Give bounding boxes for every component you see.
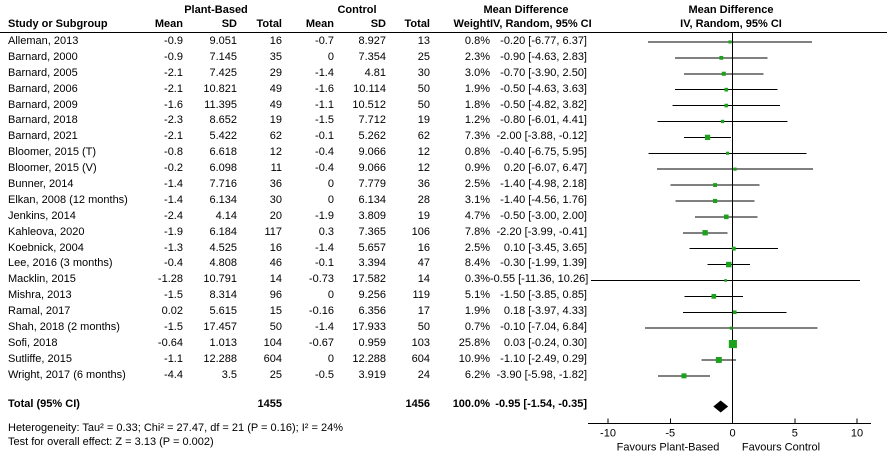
study-name: Barnard, 2018 <box>8 114 78 127</box>
pb-sd: 7.425 <box>209 66 237 79</box>
effect-marker <box>705 135 710 140</box>
c-sd: 12.288 <box>352 352 386 365</box>
pb-mean: -0.8 <box>164 146 183 159</box>
pb-total: 35 <box>269 50 282 63</box>
pb-mean: -1.4 <box>164 193 183 206</box>
c-mean: -0.4 <box>315 146 334 159</box>
effect-marker <box>681 373 686 378</box>
col-header-c-mean: Mean <box>305 18 334 30</box>
weight: 2.5% <box>464 241 490 254</box>
pb-total: 117 <box>264 225 282 238</box>
pb-mean: -2.4 <box>164 209 183 222</box>
c-total: 28 <box>417 193 430 206</box>
c-sd: 5.657 <box>358 241 386 254</box>
study-name: Alleman, 2013 <box>8 35 79 47</box>
c-sd: 5.262 <box>358 130 386 143</box>
pb-total: 15 <box>269 305 282 318</box>
weight: 0.8% <box>464 35 490 47</box>
pb-sd: 6.618 <box>209 146 237 159</box>
c-total: 47 <box>417 257 430 270</box>
pb-sd: 10.821 <box>203 82 237 95</box>
weight: 5.1% <box>464 289 490 302</box>
pb-total: 104 <box>263 336 282 349</box>
col-header-weight: Weight <box>453 18 490 30</box>
pb-sd: 7.145 <box>209 50 237 63</box>
c-sd: 17.582 <box>352 273 386 286</box>
pb-mean: -2.1 <box>164 66 183 79</box>
total-label: Total (95% CI) <box>8 398 80 410</box>
group-header-plant-based: Plant-Based <box>184 4 248 16</box>
c-total: 17 <box>417 305 430 318</box>
weight: 0.7% <box>464 321 490 334</box>
effect-marker <box>726 152 729 155</box>
c-sd: 6.134 <box>358 193 386 206</box>
c-mean: 0 <box>327 50 334 63</box>
pb-sd: 4.525 <box>209 241 237 254</box>
c-sd: 3.394 <box>358 257 386 270</box>
ci-text: -1.40 [-4.56, 1.76] <box>500 193 587 206</box>
pb-total: 11 <box>270 162 282 175</box>
pb-total: 96 <box>269 289 282 302</box>
pb-mean: -1.9 <box>164 225 183 238</box>
pb-sd: 17.457 <box>203 321 237 334</box>
axis-tick-label: 5 <box>791 427 798 440</box>
study-name: Macklin, 2015 <box>8 273 76 286</box>
study-name: Elkan, 2008 (12 months) <box>8 193 128 206</box>
pb-mean: -0.9 <box>164 50 183 63</box>
c-mean: -0.5 <box>315 368 334 381</box>
axis-tick-label: 0 <box>729 427 736 440</box>
pb-mean: -0.64 <box>157 336 183 349</box>
c-sd: 9.256 <box>358 289 386 302</box>
pb-sd: 8.314 <box>209 289 237 302</box>
pb-mean: -1.4 <box>164 178 183 191</box>
weight: 4.7% <box>464 209 490 222</box>
pb-total: 12 <box>269 146 282 159</box>
c-mean: 0 <box>327 193 334 206</box>
c-mean: -1.4 <box>315 321 334 334</box>
weight: 2.3% <box>464 50 490 63</box>
pb-sd: 5.422 <box>209 130 237 143</box>
c-sd: 7.365 <box>358 225 386 238</box>
c-mean: -1.1 <box>315 98 334 111</box>
study-name: Bloomer, 2015 (T) <box>8 146 97 159</box>
study-name: Wright, 2017 (6 months) <box>8 368 126 381</box>
c-mean: -0.1 <box>315 257 334 270</box>
axis-label-favours-left: Favours Plant-Based <box>616 441 720 454</box>
pb-mean: -2.1 <box>164 130 183 143</box>
pb-sd: 6.184 <box>209 225 237 238</box>
effect-marker <box>702 230 707 235</box>
pb-total: 604 <box>263 352 282 365</box>
c-total: 24 <box>417 368 430 381</box>
pb-mean: -2.1 <box>164 82 183 95</box>
pb-sd: 6.098 <box>209 162 237 175</box>
c-mean: -1.9 <box>315 209 334 222</box>
c-total: 16 <box>417 241 430 254</box>
c-sd: 0.959 <box>358 336 386 349</box>
weight: 0.3% <box>464 273 490 286</box>
pb-mean: -1.3 <box>164 241 183 254</box>
total-ci-text: -0.95 [-1.54, -0.35] <box>495 398 587 410</box>
pb-sd: 8.652 <box>209 114 237 127</box>
effect-marker <box>719 56 723 60</box>
pb-mean: -4.4 <box>164 368 183 381</box>
effect-marker <box>733 168 736 171</box>
ci-text: -0.90 [-4.63, 2.83] <box>500 50 587 63</box>
c-total: 62 <box>417 130 430 143</box>
weight: 25.8% <box>458 336 490 349</box>
study-name: Jenkins, 2014 <box>8 209 76 222</box>
c-mean: -1.4 <box>315 241 334 254</box>
study-name: Sutliffe, 2015 <box>8 352 73 365</box>
effect-marker <box>729 340 737 348</box>
pb-total: 50 <box>269 321 282 334</box>
c-total: 119 <box>412 289 430 302</box>
effect-marker <box>728 40 731 43</box>
c-sd: 8.927 <box>358 35 386 47</box>
ci-text: -0.80 [-6.01, 4.41] <box>500 114 587 127</box>
col-header-pb-total: Total <box>256 18 282 30</box>
effect-marker <box>722 72 726 76</box>
ci-text: -1.50 [-3.85, 0.85] <box>500 289 587 302</box>
c-total: 50 <box>417 82 430 95</box>
c-total: 604 <box>411 352 430 365</box>
c-mean: -0.73 <box>308 273 334 286</box>
axis-label-favours-right: Favours Control <box>741 441 821 454</box>
effect-marker <box>716 357 722 363</box>
c-mean: -0.4 <box>315 162 334 175</box>
effect-marker <box>711 294 716 299</box>
col-header-c-sd: SD <box>370 18 386 30</box>
c-mean: -0.16 <box>308 305 334 318</box>
c-sd: 3.809 <box>358 209 386 222</box>
weight: 0.9% <box>464 162 490 175</box>
c-sd: 3.919 <box>358 368 386 381</box>
ci-text: -0.20 [-6.77, 6.37] <box>500 35 587 47</box>
pb-total: 16 <box>269 35 282 47</box>
c-total: 50 <box>417 321 430 334</box>
effect-marker <box>732 247 736 251</box>
ci-text: -0.50 [-4.63, 3.63] <box>500 82 587 95</box>
col-header-study: Study or Subgroup <box>8 18 108 30</box>
pb-mean: -2.3 <box>164 114 183 127</box>
weight: 6.2% <box>464 368 490 381</box>
study-name: Barnard, 2009 <box>8 98 78 111</box>
c-mean: 0 <box>327 289 334 302</box>
pb-mean: -1.6 <box>164 98 183 111</box>
study-name: Barnard, 2006 <box>8 82 78 95</box>
pb-mean: -1.1 <box>164 352 183 365</box>
pb-total: 62 <box>269 130 282 143</box>
ci-text: -1.40 [-4.98, 2.18] <box>500 178 587 191</box>
axis-tick-label: -10 <box>600 427 616 440</box>
pb-total: 16 <box>269 241 282 254</box>
pb-total: 14 <box>269 273 282 286</box>
study-name: Lee, 2016 (3 months) <box>8 257 113 270</box>
study-name: Shah, 2018 (2 months) <box>8 321 120 334</box>
pb-mean: -1.28 <box>157 273 183 286</box>
study-name: Koebnick, 2004 <box>8 241 84 254</box>
c-total: 12 <box>417 162 430 175</box>
pb-total: 49 <box>269 82 282 95</box>
ci-text: -3.90 [-5.98, -1.82] <box>496 368 587 381</box>
c-sd: 9.066 <box>358 146 386 159</box>
c-mean: -1.4 <box>315 66 334 79</box>
col-header-pb-mean: Mean <box>154 18 183 30</box>
c-sd: 9.066 <box>358 162 386 175</box>
total-c-n: 1456 <box>405 398 430 410</box>
effect-marker <box>721 120 724 123</box>
study-name: Barnard, 2005 <box>8 66 78 79</box>
ci-text: -0.50 [-3.00, 2.00] <box>500 209 587 222</box>
pb-total: 36 <box>269 178 282 191</box>
total-weight: 100.0% <box>452 398 490 410</box>
study-name: Ramal, 2017 <box>8 305 71 318</box>
pb-total: 30 <box>269 193 282 206</box>
pb-total: 49 <box>269 98 282 111</box>
c-mean: 0.3 <box>318 225 334 238</box>
c-total: 103 <box>411 336 430 349</box>
c-total: 36 <box>417 178 430 191</box>
pb-total: 19 <box>269 114 282 127</box>
weight: 7.8% <box>464 225 490 238</box>
pb-sd: 12.288 <box>203 352 237 365</box>
col-header-c-total: Total <box>404 18 430 30</box>
c-mean: -1.6 <box>315 82 334 95</box>
pb-mean: -0.2 <box>164 162 183 175</box>
weight: 2.5% <box>464 178 490 191</box>
pb-mean: -0.4 <box>164 257 183 270</box>
effect-marker <box>724 279 727 282</box>
effect-marker <box>724 104 728 108</box>
overall-effect-note: Test for overall effect: Z = 3.13 (P = 0.002) <box>8 436 214 448</box>
effect-header-plot-column: Mean Difference <box>688 4 774 16</box>
study-name: Sofi, 2018 <box>8 336 58 349</box>
pb-sd: 3.5 <box>221 368 237 381</box>
total-pb-n: 1455 <box>257 398 282 410</box>
study-name: Barnard, 2021 <box>8 130 78 143</box>
ci-text: 0.10 [-3.45, 3.65] <box>503 241 587 254</box>
c-sd: 10.114 <box>353 82 386 95</box>
col-header-ci-method: IV, Random, 95% CI <box>490 18 592 30</box>
col-header-pb-sd: SD <box>221 18 237 30</box>
ci-text: -2.20 [-3.99, -0.41] <box>496 225 587 238</box>
c-sd: 7.354 <box>358 50 386 63</box>
c-mean: 0 <box>327 178 334 191</box>
ci-text: 0.03 [-0.24, 0.30] <box>503 336 587 349</box>
weight: 3.1% <box>464 193 490 206</box>
pb-mean: 0.02 <box>161 305 183 318</box>
pb-total: 29 <box>269 66 282 79</box>
pb-mean: -1.5 <box>164 321 183 334</box>
weight: 1.9% <box>464 82 490 95</box>
study-name: Mishra, 2013 <box>8 289 72 302</box>
group-header-control: Control <box>337 4 377 16</box>
ci-text: -0.50 [-4.82, 3.82] <box>500 98 587 111</box>
ci-text: -0.55 [-11.36, 10.26] <box>490 273 589 286</box>
pb-sd: 11.395 <box>204 98 237 111</box>
axis-tick-label: 10 <box>850 427 864 440</box>
effect-marker <box>726 262 731 267</box>
effect-marker <box>713 199 717 203</box>
study-name: Bunner, 2014 <box>8 178 74 191</box>
effect-marker <box>713 183 717 187</box>
pb-total: 25 <box>269 368 282 381</box>
c-total: 13 <box>417 35 430 47</box>
ci-text: -0.10 [-7.04, 6.84] <box>500 321 587 334</box>
c-mean: -0.67 <box>308 336 334 349</box>
ci-text: -1.10 [-2.49, 0.29] <box>500 352 587 365</box>
c-total: 30 <box>417 66 430 79</box>
c-total: 106 <box>411 225 430 238</box>
pb-sd: 7.716 <box>209 178 237 191</box>
ci-text: 0.18 [-3.97, 4.33] <box>503 305 587 318</box>
effect-marker <box>733 310 737 314</box>
pb-sd: 9.051 <box>209 35 237 47</box>
method-header-plot-column: IV, Random, 95% CI <box>680 18 782 30</box>
c-mean: 0 <box>327 352 334 365</box>
weight: 1.2% <box>464 114 490 127</box>
pb-sd: 5.615 <box>209 305 237 318</box>
effect-marker <box>724 88 728 92</box>
c-mean: -1.5 <box>315 114 334 127</box>
weight: 3.0% <box>464 66 490 79</box>
pb-sd: 10.791 <box>203 273 237 286</box>
pb-mean: -0.9 <box>164 35 183 47</box>
ci-text: -0.70 [-3.90, 2.50] <box>500 66 587 79</box>
pb-total: 46 <box>269 257 282 270</box>
pb-sd: 4.14 <box>215 209 237 222</box>
c-mean: -0.7 <box>315 35 334 47</box>
c-total: 19 <box>417 209 430 222</box>
c-sd: 7.712 <box>358 114 386 127</box>
weight: 1.9% <box>464 305 490 318</box>
weight: 1.8% <box>464 98 490 111</box>
c-sd: 17.933 <box>352 321 386 334</box>
c-mean: -0.1 <box>315 130 334 143</box>
c-sd: 7.779 <box>358 178 386 191</box>
effect-header-text-column: Mean Difference <box>483 4 569 16</box>
c-total: 12 <box>417 146 430 159</box>
c-total: 50 <box>417 98 430 111</box>
weight: 7.3% <box>464 130 490 143</box>
c-sd: 6.356 <box>358 305 386 318</box>
study-name: Kahleova, 2020 <box>8 225 85 238</box>
pb-sd: 1.013 <box>209 336 237 349</box>
weight: 0.8% <box>464 146 490 159</box>
total-diamond <box>713 401 728 413</box>
pb-mean: -1.5 <box>164 289 183 302</box>
axis-tick-label: -5 <box>665 427 676 440</box>
heterogeneity-note: Heterogeneity: Tau² = 0.33; Chi² = 27.47, df = 21 (P = 0.16); I² = 24% <box>8 422 343 434</box>
ci-text: -0.30 [-1.99, 1.39] <box>500 257 587 270</box>
weight: 10.9% <box>458 352 490 365</box>
ci-text: -2.00 [-3.88, -0.12] <box>496 130 587 143</box>
study-name: Barnard, 2000 <box>8 50 78 63</box>
pb-total: 20 <box>269 209 282 222</box>
weight: 8.4% <box>464 257 490 270</box>
c-sd: 10.512 <box>352 98 386 111</box>
c-total: 14 <box>417 273 430 286</box>
c-total: 19 <box>417 114 430 127</box>
effect-marker <box>724 215 729 220</box>
pb-sd: 6.134 <box>209 193 237 206</box>
c-total: 25 <box>417 50 430 63</box>
effect-marker <box>730 327 733 330</box>
ci-text: 0.20 [-6.07, 6.47] <box>503 162 587 175</box>
study-name: Bloomer, 2015 (V) <box>8 162 97 175</box>
pb-sd: 4.808 <box>209 257 237 270</box>
ci-text: -0.40 [-6.75, 5.95] <box>500 146 587 159</box>
c-sd: 4.81 <box>364 66 386 79</box>
